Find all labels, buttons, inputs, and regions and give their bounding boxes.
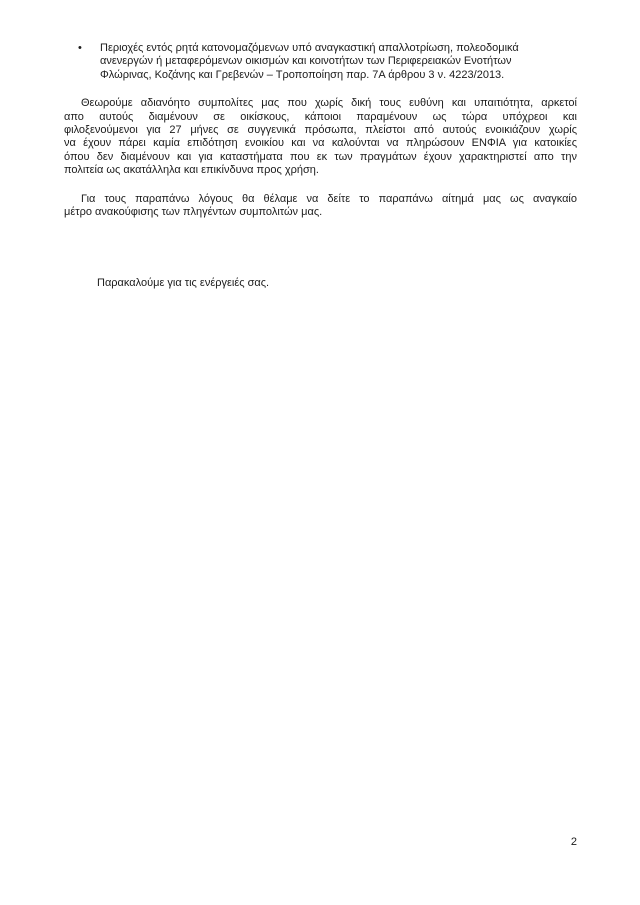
paragraph-line: να έχουν πάρει καμία επιδότηση ενοικίου και να καλούνται να πληρώσουν ΕΝΦΙΑ για κατοικίες: [64, 137, 577, 150]
paragraph-line: όπου δεν διαμένουν και για καταστήματα που εκ των πραγμάτων έχουν χαρακτηριστεί απο την: [64, 150, 577, 163]
paragraph-line: φιλοξενούμενοι για 27 μήνες σε συγγενικά πρόσωπα, πλείστοι από αυτούς ενοικιάζουν χωρίς: [64, 124, 577, 137]
bullet-line: Φλώρινας, Κοζάνης και Γρεβενών – Τροποποίηση παρ. 7Α άρθρου 3 ν. 4223/2013.: [100, 68, 505, 81]
closing-line: Παρακαλούμε για τις ενέργειές σας.: [97, 277, 270, 290]
paragraph-2: [64, 193, 577, 220]
paragraph-line: πολιτεία ως ακατάλληλα και επικίνδυνα προς χρήση.: [64, 164, 319, 177]
paragraph-1: [64, 97, 577, 177]
page-number: 2: [570, 836, 577, 848]
paragraph-line: απο αυτούς διαμένουν σε οικίσκους, κάποιοι παραμένουν ως τώρα υπόχρεοι και: [64, 110, 577, 123]
bullet-line: Περιοχές εντός ρητά κατονομαζόμενων υπό αναγκαστική απαλλοτρίωση, πολεοδομικά: [100, 42, 519, 54]
paragraph-line: Θεωρούμε αδιανόητο συμπολίτες μας που χωρίς δική τους ευθύνη και υπαιτιότητα, αρκετοί: [81, 97, 577, 110]
paragraph-line: μέτρο ανακούφισης των πληγέντων συμπολιτών μας.: [64, 206, 323, 219]
paragraph-line: Για τους παραπάνω λόγους θα θέλαμε να δείτε το παραπάνω αίτημά μας ως αναγκαίο: [81, 192, 577, 205]
bullet-text: [100, 42, 577, 82]
document-body: [64, 42, 577, 291]
bullet-list-item: [64, 42, 577, 82]
bullet-line: ανενεργών ή μεταφερόμενων οικισμών και κοινοτήτων των Περιφερειακών Ενοτήτων: [100, 55, 512, 68]
bullet-icon: •: [78, 42, 82, 54]
